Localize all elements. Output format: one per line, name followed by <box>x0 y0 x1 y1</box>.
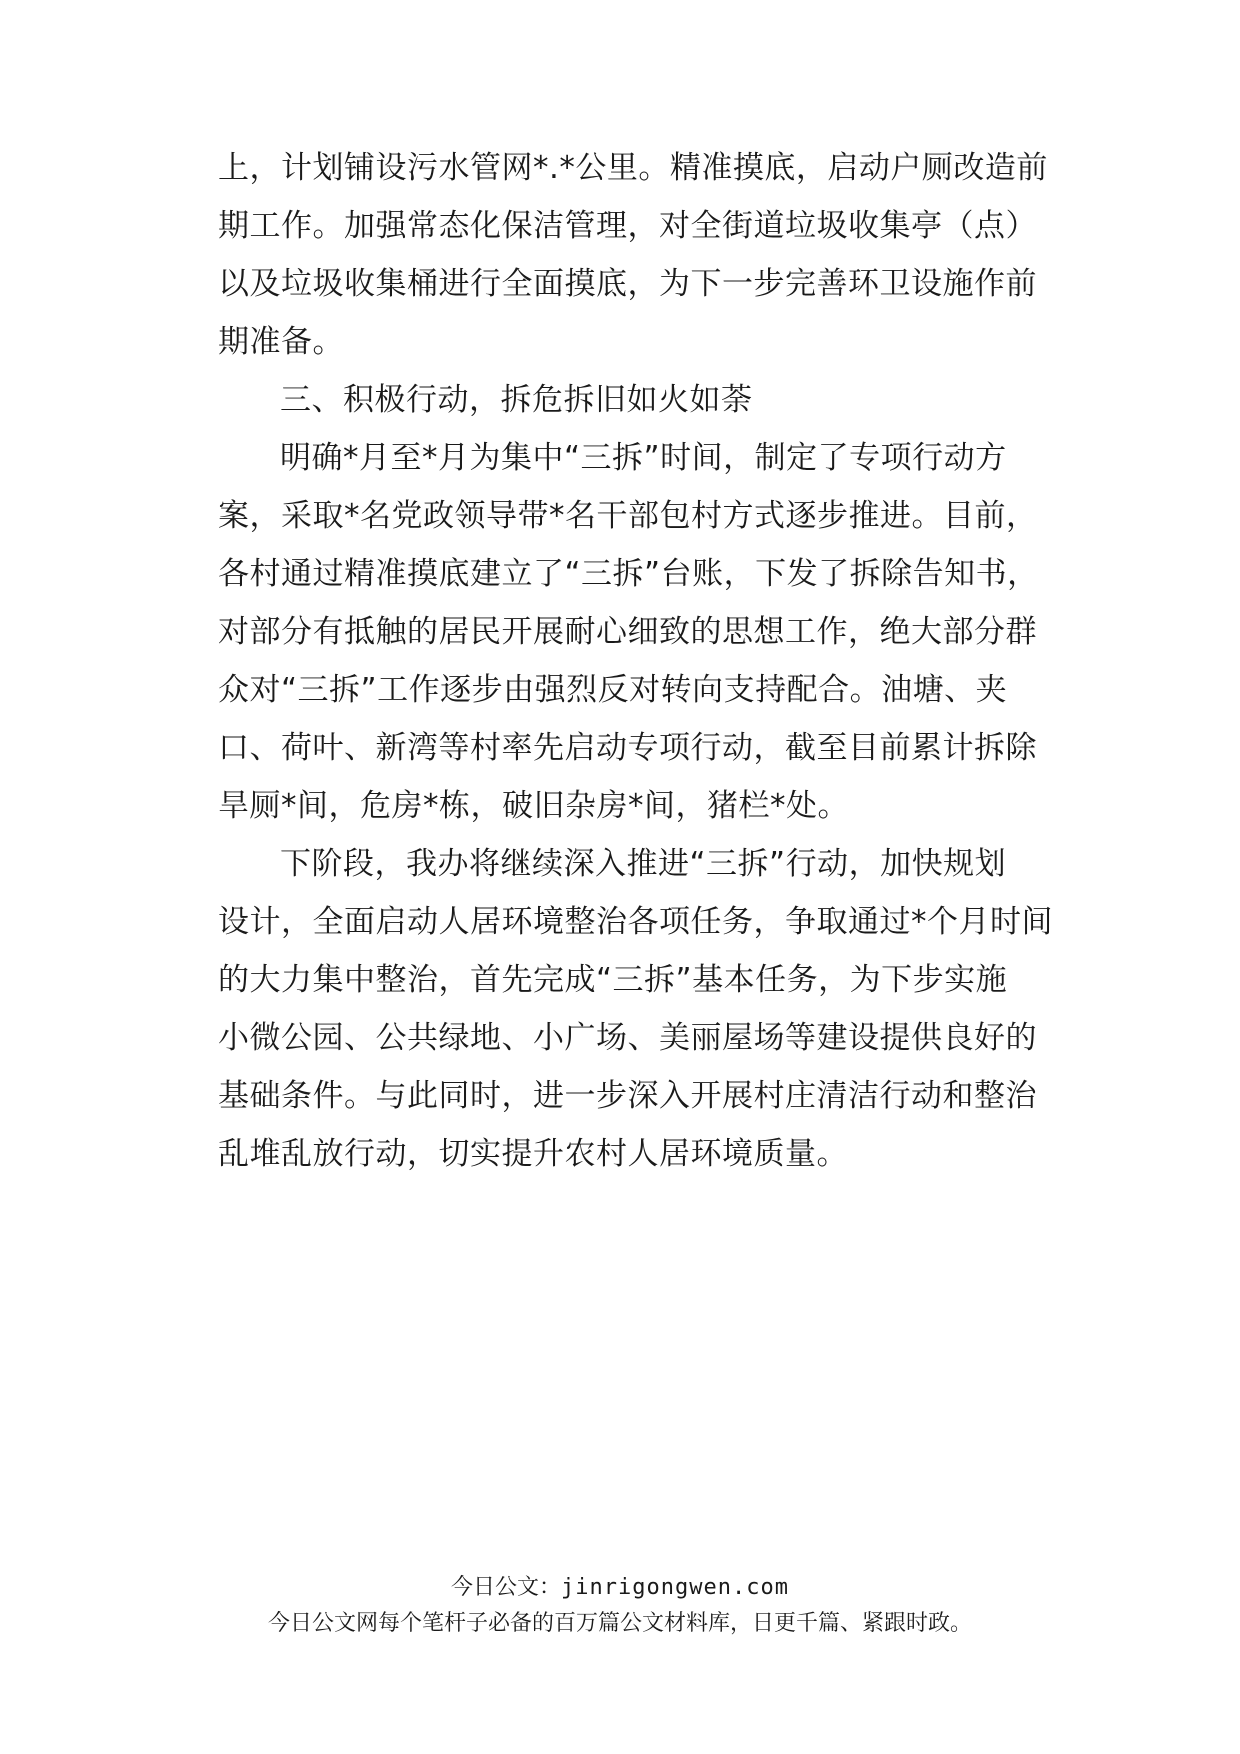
body-text-line: 期工作。加强常态化保洁管理，对全街道垃圾收集亭（点） <box>218 208 1037 244</box>
body-text-line: 众对“三拆”工作逐步由强烈反对转向支持配合。油塘、夹 <box>218 672 1008 708</box>
footer-site-label: 今日公文： <box>451 1575 562 1600</box>
body-text-line: 的大力集中整治，首先完成“三拆”基本任务，为下步实施 <box>218 962 1008 998</box>
body-text-line: 口、荷叶、新湾等村率先启动专项行动，截至目前累计拆除 <box>218 730 1037 766</box>
section-heading: 三、积极行动，拆危拆旧如火如荼 <box>280 382 753 418</box>
body-text-line: 设计，全面启动人居环境整治各项任务，争取通过*个月时间 <box>218 904 1053 940</box>
footer-tagline: 今日公文网每个笔杆子必备的百万篇公文材料库，日更千篇、紧跟时政。 <box>267 1611 972 1636</box>
body-text-line: 基础条件。与此同时，进一步深入开展村庄清洁行动和整治 <box>218 1078 1037 1114</box>
body-text-line: 上，计划铺设污水管网*.*公里。精准摸底，启动户厕改造前 <box>218 150 1048 186</box>
body-text-line: 旱厕*间，危房*栋，破旧杂房*间，猪栏*处。 <box>218 788 849 824</box>
body-text-line: 小微公园、公共绿地、小广场、美丽屋场等建设提供良好的 <box>218 1020 1037 1056</box>
body-text-line: 明确*月至*月为集中“三拆”时间，制定了专项行动方 <box>280 440 1007 476</box>
body-text-line: 乱堆乱放行动，切实提升农村人居环境质量。 <box>218 1136 848 1172</box>
body-text-line: 对部分有抵触的居民开展耐心细致的思想工作，绝大部分群 <box>218 614 1037 650</box>
body-text-line: 以及垃圾收集桶进行全面摸底，为下一步完善环卫设施作前 <box>218 266 1037 302</box>
footer-site-link[interactable]: jinrigongwen.com <box>561 1575 789 1600</box>
body-text-line: 各村通过精准摸底建立了“三拆”台账，下发了拆除告知书， <box>218 556 1039 592</box>
body-text-line: 下阶段，我办将继续深入推进“三拆”行动，加快规划 <box>280 846 1007 882</box>
body-text-line: 案，采取*名党政领导带*名干部包村方式逐步推进。目前， <box>218 498 1038 534</box>
footer-site-line <box>0 1574 1240 1602</box>
body-text-line: 期准备。 <box>218 324 344 360</box>
